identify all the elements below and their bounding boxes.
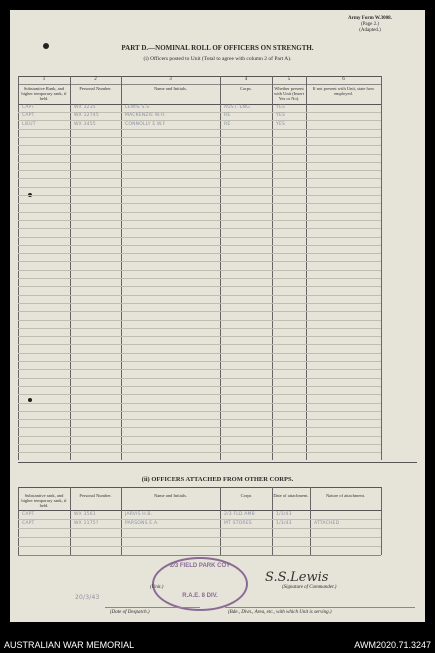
ruled-line <box>18 403 381 404</box>
ruled-line <box>18 278 381 279</box>
footer-credit: AUSTRALIAN WAR MEMORIAL <box>4 640 135 650</box>
number-row-border <box>18 84 381 85</box>
formation-caption: (Bde., Divn., Area, etc., with which Unit is serving.) <box>228 610 332 615</box>
column-header: Nature of attachment. <box>325 493 366 498</box>
handwritten-entry: CAPT <box>22 512 35 517</box>
ruled-line <box>18 444 381 445</box>
handwritten-entry: 1/3/43 <box>276 521 292 526</box>
ruled-line <box>18 286 381 287</box>
despatch-date: 20/3/43 <box>75 594 100 601</box>
ruled-line <box>18 261 381 262</box>
form-page-number: (Page 2.) <box>360 22 380 27</box>
handwritten-entry: WX 3455 <box>74 121 96 127</box>
ruled-line <box>18 537 381 538</box>
ruled-line <box>18 394 381 395</box>
ruled-line <box>18 528 381 529</box>
handwritten-entry: RE <box>224 113 231 119</box>
ruled-line <box>18 386 381 387</box>
handwritten-entry: WX 3235 <box>74 105 96 110</box>
ruled-line <box>18 436 381 437</box>
column-header: Date of attachment. <box>273 493 309 498</box>
ruled-line <box>18 170 381 171</box>
ruled-line <box>18 162 381 163</box>
column-number: 5 <box>287 77 291 82</box>
ruled-line <box>18 270 381 271</box>
column-header: Name and Initials. <box>153 86 188 91</box>
handwritten-entry: LEWIS S.S. <box>125 105 151 110</box>
handwritten-entry: YES <box>276 121 286 127</box>
handwritten-entry: CAPT <box>22 105 35 110</box>
column-number: 3 <box>169 77 172 82</box>
signature-caption: (Signature of Commander.) <box>282 585 337 590</box>
unit-caption: (Unit.) <box>150 585 164 590</box>
section-divider <box>18 462 417 463</box>
ruled-line <box>18 228 381 229</box>
ruled-line <box>18 120 381 121</box>
handwritten-entry: CAPT <box>22 113 35 119</box>
ruled-line <box>18 419 381 420</box>
form-page <box>10 10 425 622</box>
ruled-line <box>18 112 381 113</box>
section-ii-title: (ii) OFFICERS ATTACHED FROM OTHER CORPS. <box>141 476 294 483</box>
form-identifier <box>330 16 410 34</box>
punch-hole <box>28 398 32 402</box>
ruled-line <box>18 253 381 254</box>
column-header: Name and Initials. <box>153 493 188 498</box>
ruled-line <box>18 411 381 412</box>
handwritten-entry: JARVIS H.B. <box>125 512 153 517</box>
ruled-line <box>18 546 381 547</box>
ruled-line <box>18 137 381 138</box>
handwritten-entry: MT STORES <box>224 521 252 526</box>
column-header: Substantive Rank, and higher temporary rank, if held. <box>21 86 67 101</box>
ruled-line <box>18 195 381 196</box>
handwritten-entry: MACKENZIE W.H. <box>125 113 166 119</box>
handwritten-entry: 2/3 FLD AMB <box>224 512 255 517</box>
despatch-line <box>105 607 200 608</box>
ruled-line <box>18 295 381 296</box>
ruled-line <box>18 378 381 379</box>
handwritten-entry: WX 3561 <box>74 512 96 517</box>
ruled-line <box>18 452 381 453</box>
ruled-line <box>18 154 381 155</box>
form-number: Army Form W.3008. <box>348 16 392 21</box>
column-number: 4 <box>244 77 248 82</box>
column-header: Substantive rank, and higher temporary rank, if held. <box>21 493 67 508</box>
ruled-line <box>18 328 381 329</box>
handwritten-entry: CAPT <box>22 521 35 526</box>
header-bottom-border <box>18 510 381 511</box>
formation-line <box>225 607 415 608</box>
ruled-line <box>18 369 381 370</box>
ruled-line <box>18 519 381 520</box>
column-header: Whether present with Unit (Insert Yes or No). <box>274 86 304 101</box>
form-adapted: (Adapted.) <box>359 28 381 33</box>
ruled-line <box>18 353 381 354</box>
ruled-line <box>18 303 381 304</box>
commander-signature: S.S.Lewis <box>265 570 329 585</box>
column-number: 2 <box>94 77 97 82</box>
ruled-line <box>18 427 381 428</box>
ruled-line <box>18 336 381 337</box>
header-bottom-border <box>18 104 381 105</box>
handwritten-entry: CONNOLLY E.W.F <box>125 121 166 127</box>
ruled-line <box>18 344 381 345</box>
part-title: PART D.—NOMINAL ROLL OF OFFICERS ON STRENGTH. <box>121 44 314 52</box>
ruled-line <box>18 145 381 146</box>
handwritten-entry: PARSONS E.A. <box>125 521 159 526</box>
section-i-title: (i) Officers posted to Unit (Total to agree with column 2 of Part A). <box>143 56 292 62</box>
column-number: 6 <box>342 77 345 82</box>
ruled-line <box>18 245 381 246</box>
handwritten-entry: RE <box>224 121 231 127</box>
ruled-line <box>18 361 381 362</box>
stamp-unit: 2/3 FIELD PARK COY <box>169 563 231 569</box>
column-header: Personal Number. <box>79 493 112 498</box>
column-header: Corps <box>240 493 252 498</box>
footer-accession: AWM2020.71.3247 <box>354 640 431 650</box>
ruled-line <box>18 237 381 238</box>
despatch-caption: (Date of Despatch.) <box>110 610 150 615</box>
ruled-line <box>18 220 381 221</box>
ruled-line <box>18 178 381 179</box>
table-bottom-border <box>18 555 381 556</box>
handwritten-entry: LIEUT <box>22 121 36 127</box>
handwritten-entry: YES <box>276 105 286 110</box>
table-top-border <box>18 487 381 488</box>
ruled-line <box>18 203 381 204</box>
handwritten-entry: AUST. ENG. <box>224 105 252 110</box>
column-number: 1 <box>42 77 46 82</box>
ruled-line <box>18 129 381 130</box>
ruled-line <box>18 320 381 321</box>
ruled-line <box>18 212 381 213</box>
column-divider <box>381 76 382 460</box>
column-header: Personal Number. <box>79 86 112 91</box>
handwritten-entry: WX 12745 <box>74 113 99 119</box>
stamp-division: R.A.E. 8 DIV. <box>182 593 218 599</box>
handwritten-entry: YES <box>276 113 286 119</box>
handwritten-entry: ATTACHED <box>314 521 340 526</box>
ruled-line <box>18 311 381 312</box>
unit-stamp <box>152 557 248 611</box>
column-header: If not present with Unit, state how employed. <box>312 86 375 96</box>
column-divider <box>381 487 382 555</box>
column-header: Corps. <box>240 86 252 91</box>
ruled-line <box>18 187 381 188</box>
handwritten-entry: WX 1175? <box>74 521 99 526</box>
handwritten-entry: 1/3/43 <box>276 512 292 517</box>
